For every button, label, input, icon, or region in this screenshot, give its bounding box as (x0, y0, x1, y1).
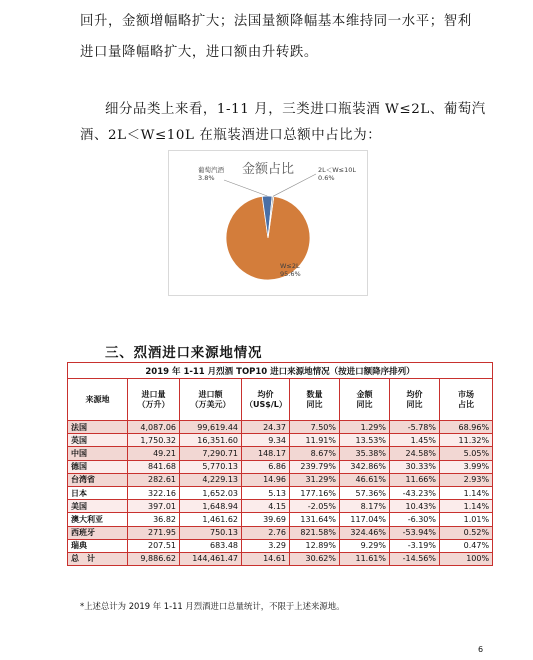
value-cell: 1.01% (440, 513, 493, 526)
column-header: 金额 同比 (340, 379, 390, 421)
value-cell: 1.29% (340, 421, 390, 434)
value-cell: -6.30% (390, 513, 440, 526)
value-cell: -43.23% (390, 486, 440, 499)
value-cell: 1.14% (440, 486, 493, 499)
origin-cell: 日本 (68, 486, 128, 499)
paragraph-line-4: 酒、2L＜W≤10L 在瓶装酒进口总额中占比为： (80, 128, 382, 143)
paragraph-line-1: 回升，金额增幅略扩大；法国量额降幅基本维持同一水平；智利 (80, 14, 472, 29)
value-cell: 397.01 (128, 500, 180, 513)
origin-cell: 总 计 (68, 552, 128, 565)
value-cell: -5.78% (390, 421, 440, 434)
value-cell: 148.17 (242, 447, 290, 460)
value-cell: 12.89% (290, 539, 340, 552)
value-cell: 4,229.13 (180, 473, 242, 486)
section-title: 三、烈酒进口来源地情况 (105, 345, 263, 361)
value-cell: 9,886.62 (128, 552, 180, 565)
table-row (68, 539, 493, 552)
value-cell: 9.34 (242, 434, 290, 447)
value-cell: 4.15 (242, 500, 290, 513)
value-cell: 131.64% (290, 513, 340, 526)
value-cell: 11.91% (290, 434, 340, 447)
pie-label: 葡萄汽酒 (198, 166, 224, 174)
value-cell: -3.19% (390, 539, 440, 552)
pie-chart (168, 150, 368, 296)
value-cell: 36.82 (128, 513, 180, 526)
value-cell: 750.13 (180, 526, 242, 539)
column-header: 数量 同比 (290, 379, 340, 421)
value-cell: 3.99% (440, 460, 493, 473)
chart-title: 金额占比 (241, 162, 295, 177)
value-cell: 6.86 (242, 460, 290, 473)
value-cell: 1,461.62 (180, 513, 242, 526)
value-cell: 11.61% (340, 552, 390, 565)
value-cell: 24.58% (390, 447, 440, 460)
table-row (68, 447, 493, 460)
value-cell: 57.36% (340, 486, 390, 499)
value-cell: 13.53% (340, 434, 390, 447)
value-cell: 3.29 (242, 539, 290, 552)
value-cell: 324.46% (340, 526, 390, 539)
origin-cell: 美国 (68, 500, 128, 513)
table-row (68, 421, 493, 434)
value-cell: -2.05% (290, 500, 340, 513)
origin-cell: 德国 (68, 460, 128, 473)
value-cell: 1,652.03 (180, 486, 242, 499)
value-cell: 683.48 (180, 539, 242, 552)
value-cell: 30.62% (290, 552, 340, 565)
pie-chart-svg (168, 150, 368, 296)
paragraph-line-2: 进口量降幅略扩大，进口额由升转跌。 (80, 45, 318, 60)
value-cell: 5.05% (440, 447, 493, 460)
value-cell: 100% (440, 552, 493, 565)
value-cell: 5,770.13 (180, 460, 242, 473)
value-cell: 4,087.06 (128, 421, 180, 434)
value-cell: 14.61 (242, 552, 290, 565)
value-cell: 16,351.60 (180, 434, 242, 447)
table-row (68, 513, 493, 526)
value-cell: 2.76 (242, 526, 290, 539)
value-cell: 1.45% (390, 434, 440, 447)
origin-cell: 瑞典 (68, 539, 128, 552)
value-cell: 10.43% (390, 500, 440, 513)
value-cell: 7.50% (290, 421, 340, 434)
value-cell: 14.96 (242, 473, 290, 486)
value-cell: 11.66% (390, 473, 440, 486)
origin-cell: 台湾省 (68, 473, 128, 486)
paragraph-line-3: 细分品类上来看，1-11 月，三类进口瓶装酒 W≤2L、葡萄汽 (105, 102, 486, 117)
value-cell: 8.17% (340, 500, 390, 513)
value-cell: 9.29% (340, 539, 390, 552)
value-cell: 1,648.94 (180, 500, 242, 513)
column-header: 来源地 (68, 379, 128, 421)
value-cell: 8.67% (290, 447, 340, 460)
column-header: 市场 占比 (440, 379, 493, 421)
table-row (68, 526, 493, 539)
column-header: 均价 同比 (390, 379, 440, 421)
pie-label: W≤2L (280, 262, 300, 270)
value-cell: 35.38% (340, 447, 390, 460)
origin-cell: 西班牙 (68, 526, 128, 539)
table-row (68, 486, 493, 499)
value-cell: 49.21 (128, 447, 180, 460)
value-cell: 821.58% (290, 526, 340, 539)
value-cell: 31.29% (290, 473, 340, 486)
column-header: 均价 （US$/L） (242, 379, 290, 421)
column-header: 进口额 （万美元） (180, 379, 242, 421)
value-cell: -53.94% (390, 526, 440, 539)
table-row (68, 500, 493, 513)
value-cell: 39.69 (242, 513, 290, 526)
value-cell: 322.16 (128, 486, 180, 499)
value-cell: 0.47% (440, 539, 493, 552)
value-cell: 271.95 (128, 526, 180, 539)
value-cell: 177.16% (290, 486, 340, 499)
value-cell: 2.93% (440, 473, 493, 486)
origin-cell: 澳大利亚 (68, 513, 128, 526)
value-cell: 0.52% (440, 526, 493, 539)
table-row (68, 473, 493, 486)
pie-label: 0.6% (318, 174, 335, 182)
spirits-import-table (67, 362, 493, 566)
value-cell: 841.68 (128, 460, 180, 473)
value-cell: 282.61 (128, 473, 180, 486)
value-cell: -14.56% (390, 552, 440, 565)
value-cell: 117.04% (340, 513, 390, 526)
pie-label: 2L＜W≤10L (318, 166, 357, 174)
origin-cell: 英国 (68, 434, 128, 447)
table-caption: 2019 年 1-11 月烈酒 TOP10 进口来源地情况（按进口额降序排列） (68, 363, 493, 379)
value-cell: 144,461.47 (180, 552, 242, 565)
footnote: *上述总计为 2019 年 1-11 月烈酒进口总量统计，不限于上述来源地。 (80, 601, 345, 611)
pie-label: 3.8% (198, 174, 215, 182)
value-cell: 46.61% (340, 473, 390, 486)
value-cell: 99,619.44 (180, 421, 242, 434)
value-cell: 24.37 (242, 421, 290, 434)
origin-cell: 法国 (68, 421, 128, 434)
origin-cell: 中国 (68, 447, 128, 460)
value-cell: 68.96% (440, 421, 493, 434)
value-cell: 11.32% (440, 434, 493, 447)
value-cell: 5.13 (242, 486, 290, 499)
value-cell: 1,750.32 (128, 434, 180, 447)
value-cell: 1.14% (440, 500, 493, 513)
value-cell: 207.51 (128, 539, 180, 552)
table-row (68, 434, 493, 447)
pie-label: 95.6% (280, 270, 301, 278)
value-cell: 7,290.71 (180, 447, 242, 460)
page-number: 6 (478, 645, 484, 654)
value-cell: 239.79% (290, 460, 340, 473)
table-row (68, 552, 493, 565)
table-row (68, 460, 493, 473)
value-cell: 30.33% (390, 460, 440, 473)
column-header: 进口量 （万升） (128, 379, 180, 421)
value-cell: 342.86% (340, 460, 390, 473)
